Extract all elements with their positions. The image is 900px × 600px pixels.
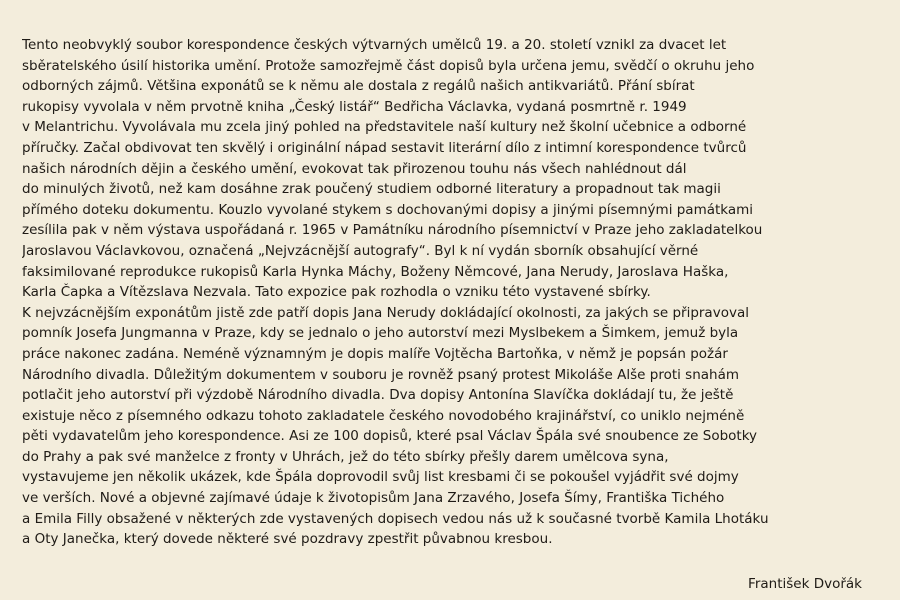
text-line: do Prahy a pak své manželce z fronty v Uhrách, jež do této sbírky přešly darem umělcova syna, [22,448,669,465]
text-line: K nejvzácnějším exponátům jistě zde patří dopis Jana Nerudy dokládající okolnosti, za jakých se připravoval [22,304,749,321]
text-line: Tento neobvyklý soubor korespondence českých výtvarných umělců 19. a 20. století vznikl za dvacet let [22,37,727,53]
text-line: do minulých životů, než kam dosáhne zrak poučený studiem odborné literatury a propadnout tak magii [22,181,721,198]
text-line: našich národních dějin a českého umění, evokovat tak přirozenou touhu nás všech nahlédnout dál [22,160,687,177]
text-line: sběratelského úsilí historika umění. Protože samozřejmě část dopisů byla určena jemu, svědčí o okruhu jeho [22,57,755,74]
text-line: ve verších. Nové a objevné zajímavé údaje k životopisům Jana Zrzavého, Josefa Šímy, Františka Tichého [22,490,725,507]
text-line: vystavujeme jen několik ukázek, kde Špála doprovodil svůj list kresbami či se pokoušel vyjádřit své dojmy [22,469,739,486]
text-line: rukopisy vyvolala v něm prvotně kniha „Český listář“ Bedřicha Václavka, vydaná posmrtně r. 1949 [22,98,687,115]
text-line: Národního divadla. Důležitým dokumentem v souboru je rovněž psaný protest Mikoláše Alše proti snahám [22,366,740,383]
text-line: potlačit jeho autorství při výzdobě Národního divadla. Dva dopisy Antonína Slavíčka dokládají tu, že ještě [22,387,734,404]
text-line: zesílila pak v něm výstava uspořádaná r. 1965 v Památníku národního písemnictví v Praze jeho zakladatelkou [22,222,763,239]
text-line: existuje něco z písemného odkazu tohoto zakladatele českého novodobého krajinářství, co uniklo nejméně [22,407,745,424]
text-line: příručky. Začal obdivovat ten skvělý i originální nápad sestavit literární dílo z intimní korespondence tvůrců [22,139,747,156]
text-line: pěti vydavatelům jeho korespondence. Asi ze 100 dopisů, které psal Václav Špála své snoubence ze Sobotky [22,428,758,445]
text-line: Jaroslavou Václavkovou, označená „Nejvzácnější autografy“. Byl k ní vydán sborník obsahující věrné [22,242,699,259]
body-text [22,35,882,550]
text-line: v Melantrichu. Vyvolávala mu zcela jiný pohled na představitele naší kultury než školní učebnice a odborné [22,119,747,136]
text-line: práce nakonec zadána. Neméně významným je dopis malíře Vojtěcha Bartoňka, v němž je popsán požár [22,345,728,362]
author-signature: František Dvořák [748,576,862,592]
text-line: pomník Josefa Jungmanna v Praze, kdy se jednalo o jeho autorství mezi Myslbekem a Šimkem, jemuž byla [22,325,739,342]
text-line: a Oty Janečka, který dovede některé své pozdravy zpestřit půvabnou kresbou. [22,531,553,548]
text-line: přímého doteku dokumentu. Kouzlo vyvolané stykem s dochovanými dopisy a jinými písemnými památkami [22,201,754,218]
text-line: a Emila Filly obsažené v některých zde vystavených dopisech vedou nás už k současné tvorbě Kamila Lhotáku [22,510,769,527]
text-line: Karla Čapka a Vítězslava Nezvala. Tato expozice pak rozhodla o vzniku této vystavené sbírky. [22,284,651,301]
text-line: odborných zájmů. Většina exponátů se k němu ale dostala z regálů našich antikvariátů. Přání sbírat [22,78,695,95]
text-line: faksimilované reprodukce rukopisů Karla Hynka Máchy, Boženy Němcové, Jana Nerudy, Jaroslava Haška, [22,263,729,280]
